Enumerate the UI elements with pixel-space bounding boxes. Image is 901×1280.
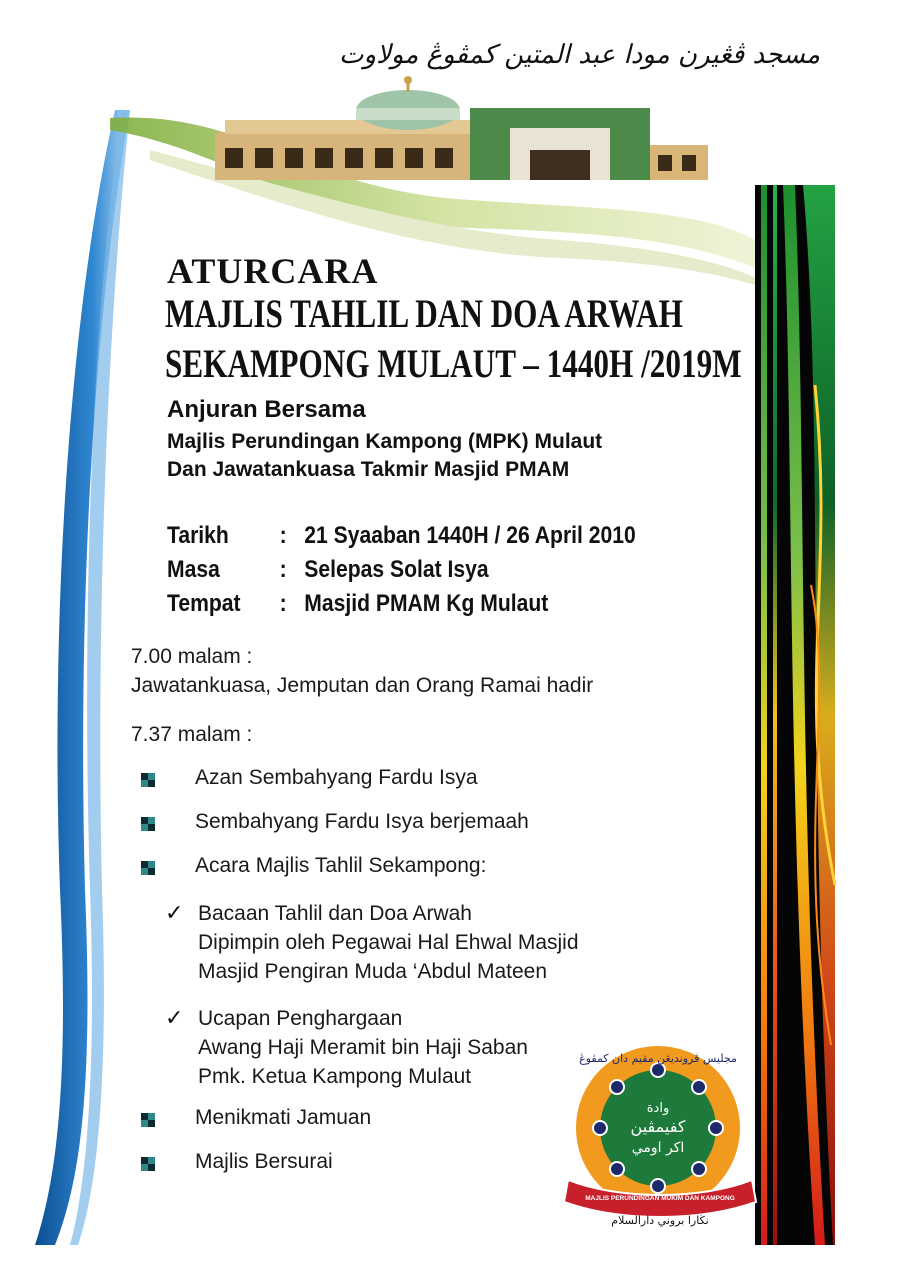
detail-value: Masjid PMAM Kg Mulaut [304,590,549,617]
sub-item-line: Ucapan Penghargaan [198,1007,403,1030]
detail-colon: : [279,590,287,617]
schedule-item: Menikmati Jamuan [195,1106,372,1129]
schedule-item: Sembahyang Fardu Isya berjemaah [195,810,529,833]
detail-colon: : [279,556,287,583]
schedule-time-2: 7.37 malam : [131,723,253,746]
mukim-kampong-council-logo [560,1040,760,1230]
sub-item-line: Pmk. Ketua Kampong Mulaut [198,1065,472,1088]
sub-item-line: Dipimpin oleh Pegawai Hal Ehwal Masjid [198,931,579,954]
logo-center-text-bottom: اكر اومي [631,1140,685,1156]
sub-item-tahlil [198,899,579,986]
logo-ring-text: مجليس ڤرونديڠن مقيم دان كمڤوڠ [579,1052,737,1065]
square-bullet-icon [141,817,155,831]
square-bullet-icon [141,1113,155,1127]
sub-item-appreciation [198,1004,528,1091]
organizer-line-2: Dan Jawatankuasa Takmir Masjid PMAM [167,458,570,481]
square-bullet-icon [141,1157,155,1171]
detail-row-venue [167,590,548,618]
organizers-heading: Anjuran Bersama [167,396,366,423]
sub-item-line: Masjid Pengiran Muda ‘Abdul Mateen [198,960,548,983]
detail-label: Tarikh [167,522,229,549]
checkmark-icon: ✓ [165,900,184,925]
square-bullet-icon [141,861,155,875]
title-aturcara: ATURCARA [167,251,379,291]
detail-colon: : [279,522,287,549]
square-bullet-icon [141,773,155,787]
logo-ribbon-text: MAJLIS PERUNDINGAN MUKIM DAN KAMPONG [585,1195,735,1202]
schedule-time-1: 7.00 malam : [131,645,253,668]
sub-item-line: Awang Haji Meramit bin Haji Saban [198,1036,528,1059]
logo-bottom-text: نڬارا بروني دارالسلام [611,1214,709,1227]
sub-item-line: Bacaan Tahlil dan Doa Arwah [198,902,472,925]
checkmark-icon: ✓ [165,1005,184,1030]
title-majlis-tahlil: MAJLIS TAHLIL DAN DOA ARWAH [165,291,683,336]
logo-center-text-mid: كفيمڤين [630,1117,686,1136]
detail-label: Masa [167,556,220,583]
schedule-item: Majlis Bersurai [195,1150,333,1173]
arabic-calligraphy-banner: مسجد ڤڠيرن مودا عبد المتين كمڤوڠ مولاوت [339,40,820,70]
detail-value: 21 Syaaban 1440H / 26 April 2010 [304,522,636,549]
detail-label: Tempat [167,590,241,617]
detail-row-time [167,556,489,584]
logo-center-text-top: وادة [646,1101,670,1116]
schedule-item: Azan Sembahyang Fardu Isya [195,766,478,789]
schedule-time-1-description: Jawatankuasa, Jemputan dan Orang Ramai hadir [131,674,594,697]
schedule-item: Acara Majlis Tahlil Sekampong: [195,854,487,877]
title-sekampong-mulaut: SEKAMPONG MULAUT – 1440H /2019M [165,341,742,386]
organizer-line-1: Majlis Perundingan Kampong (MPK) Mulaut [167,430,603,453]
right-colorful-stripes-decoration [755,185,835,1245]
detail-value: Selepas Solat Isya [304,556,489,583]
detail-row-date [167,522,636,550]
